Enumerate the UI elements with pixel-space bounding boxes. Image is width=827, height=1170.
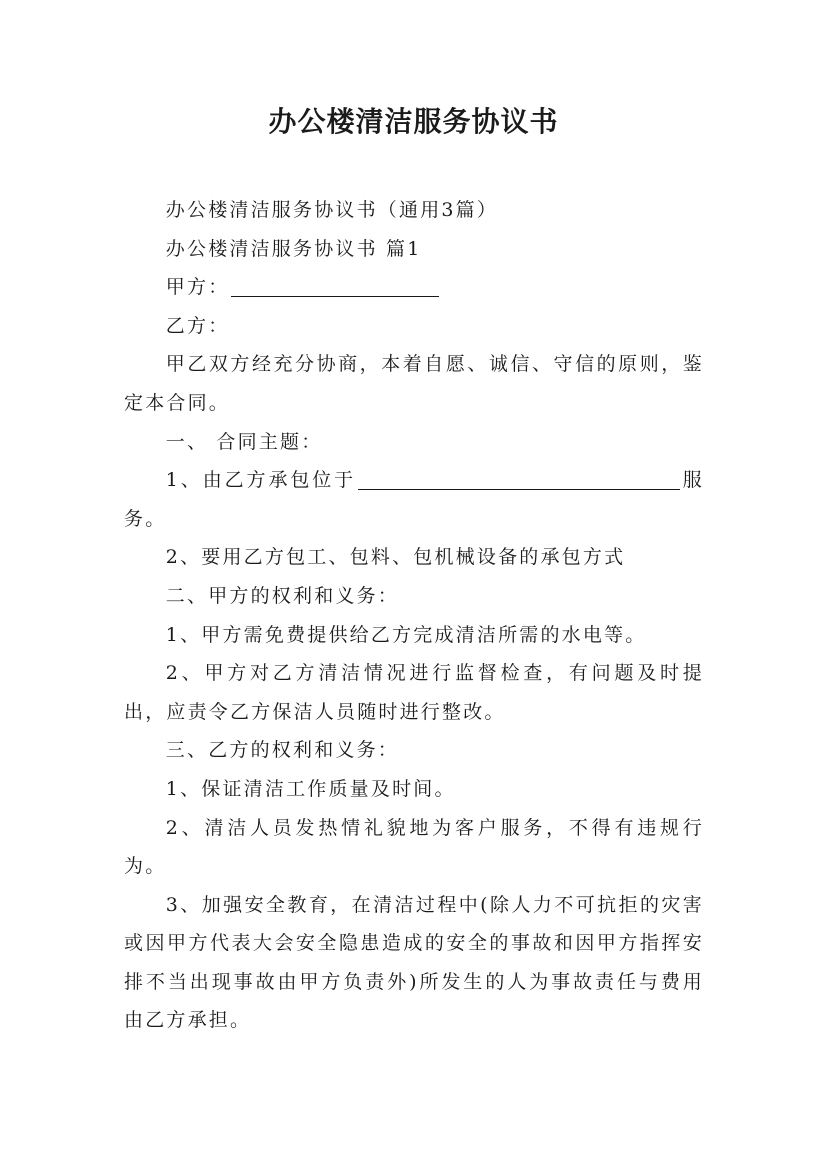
party-a-blank-line — [231, 274, 439, 297]
paragraph-clause-2-2: 2、甲方对乙方清洁情况进行监督检查，有问题及时提出，应责令乙方保洁人员随时进行整改。 — [124, 662, 704, 723]
paragraph-preamble: 甲乙双方经充分协商，本着自愿、诚信、守信的原则，鉴定本合同。 — [124, 353, 704, 414]
clause-1-1-prefix: 1、由乙方承包位于 — [165, 469, 357, 492]
party-a-label: 甲方： — [165, 276, 230, 299]
clause-1-1-suffix: 服务。 — [124, 469, 705, 530]
paragraph-part-title: 办公楼清洁服务协议书 篇1 — [165, 237, 422, 260]
paragraph-clause-1-1 — [124, 461, 704, 538]
paragraph-clause-3-2: 2、清洁人员发热情礼貌地为客户服务，不得有违规行为。 — [124, 816, 704, 878]
paragraph-section-3: 三、乙方的权利和义务： — [165, 739, 399, 762]
location-blank-line — [358, 467, 680, 490]
paragraph-party-a — [124, 268, 704, 307]
paragraph-clause-2-1: 1、甲方需免费提供给乙方完成清洁所需的水电等。 — [165, 623, 647, 646]
paragraph-clause-3-1: 1、保证清洁工作质量及时间。 — [165, 777, 456, 800]
paragraph-heading: 办公楼清洁服务协议书（通用3篇） — [165, 199, 499, 221]
paragraph-clause-1-2: 2、要用乙方包工、包料、包机械设备的承包方式 — [165, 546, 626, 569]
paragraph-party-b: 乙方： — [165, 314, 230, 337]
paragraph-clause-3-3: 3、加强安全教育，在清洁过程中(除人力不可抗拒的灾害或因甲方代表大会安全隐患造成的安全的事故和因甲方指挥安排不当出现事故由甲方负责外)所发生的人为事故责任与费用由乙方承担。 — [124, 893, 704, 1032]
paragraph-section-1: 一、 合同主题： — [165, 430, 323, 453]
document-title: 办公楼清洁服务协议书 — [268, 105, 559, 138]
document-body — [124, 191, 704, 1040]
paragraph-section-2: 二、甲方的权利和义务： — [165, 584, 399, 607]
